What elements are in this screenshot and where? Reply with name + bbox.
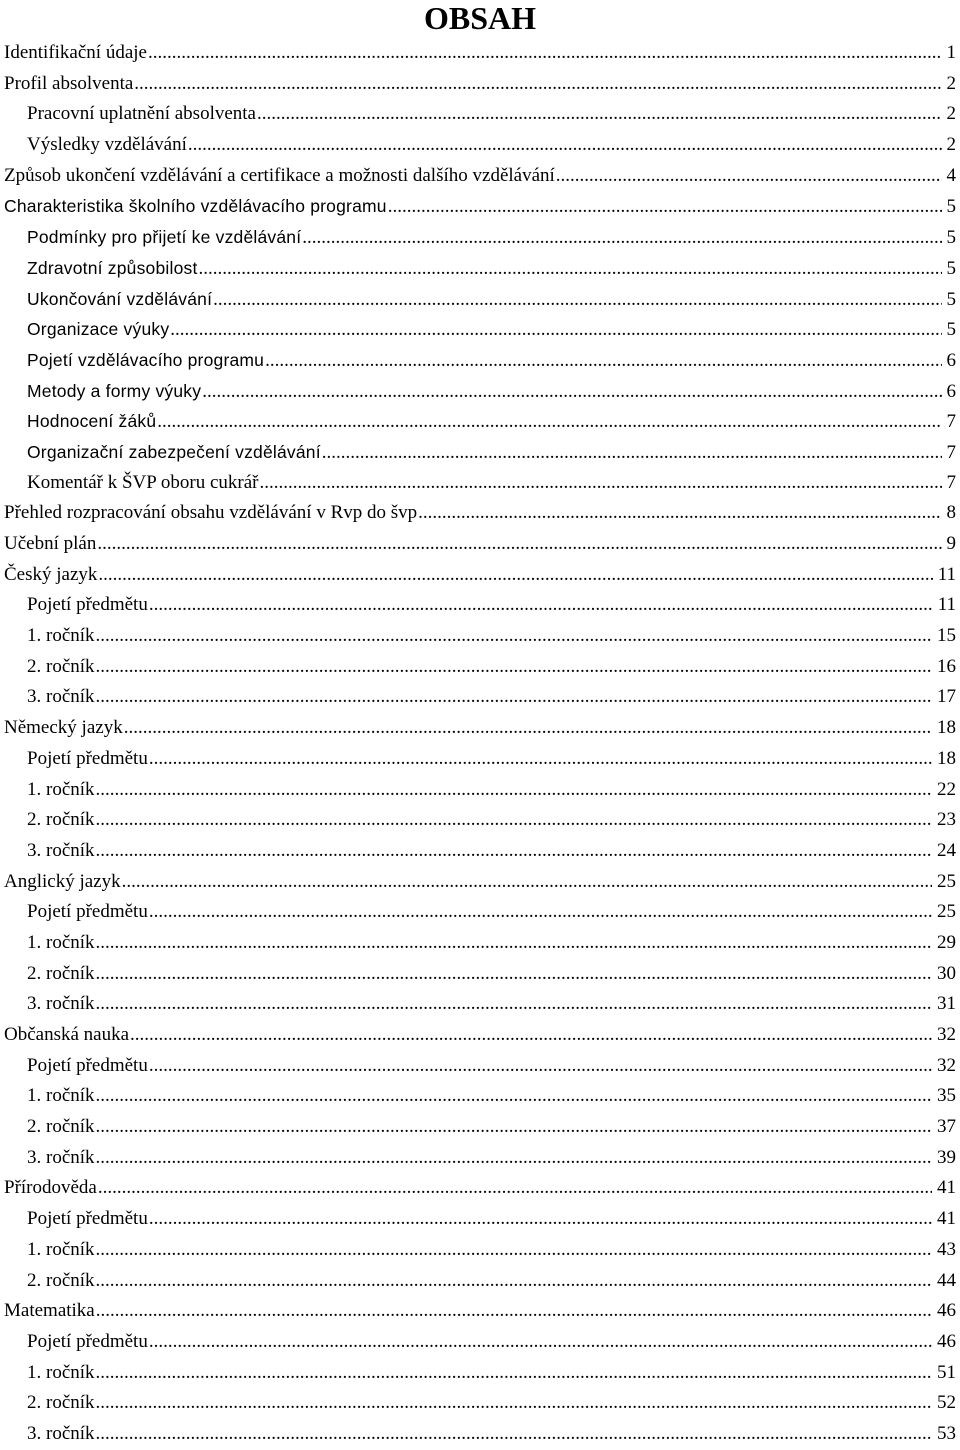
toc-entry-page-number: 1 — [946, 42, 956, 63]
toc-entry-page-number: 8 — [946, 502, 956, 524]
toc-dot-leader — [202, 377, 941, 407]
toc-entry-label: Pojetí předmětu — [27, 1054, 148, 1076]
toc-entry-label: Způsob ukončení vzdělávání a certifikace a možnosti dalšího vzdělávání — [4, 164, 555, 186]
toc-entry[interactable] — [4, 529, 956, 560]
toc-dot-leader — [96, 652, 932, 683]
toc-entry-page-number: 32 — [937, 1054, 956, 1076]
toc-entry-label: Pojetí předmětu — [27, 901, 148, 923]
toc-entry[interactable] — [4, 345, 956, 376]
toc-entry-label: Hodnocení žáků — [27, 411, 157, 432]
toc-entry-page-number: 6 — [946, 349, 956, 371]
toc-entry-label: 2. ročník — [27, 1116, 95, 1138]
toc-dot-leader — [157, 407, 941, 437]
toc-entry[interactable] — [4, 713, 956, 744]
toc-dot-leader — [148, 38, 942, 69]
toc-dot-leader — [98, 1173, 932, 1204]
toc-entry[interactable] — [4, 130, 956, 161]
toc-entry[interactable] — [4, 1266, 956, 1297]
toc-entry-page-number: 32 — [937, 1024, 956, 1045]
toc-entry-label: 3. ročník — [27, 993, 95, 1015]
toc-dot-leader — [170, 315, 941, 345]
toc-entry-page-number: 2 — [946, 72, 956, 94]
toc-dot-leader — [149, 1204, 932, 1235]
toc-entry[interactable] — [4, 928, 956, 959]
toc-entry[interactable] — [4, 621, 956, 652]
toc-entry[interactable] — [4, 376, 956, 407]
toc-entry-page-number: 30 — [937, 962, 956, 984]
toc-entry-label: Český jazyk — [4, 563, 98, 585]
toc-entry-page-number: 23 — [937, 809, 956, 831]
toc-dot-leader — [122, 867, 932, 898]
toc-entry-label: Anglický jazyk — [4, 870, 121, 892]
toc-entry-page-number: 5 — [946, 288, 956, 310]
toc-entry[interactable] — [4, 1051, 956, 1082]
toc-entry[interactable] — [4, 1296, 956, 1327]
toc-dot-leader — [322, 438, 942, 468]
toc-entry[interactable] — [4, 1388, 956, 1419]
toc-entry-page-number: 5 — [946, 227, 956, 249]
toc-entry-label: 1. ročník — [27, 1238, 95, 1260]
toc-entry[interactable] — [4, 590, 956, 621]
toc-entry[interactable] — [4, 1327, 956, 1358]
toc-entry-label: 2. ročník — [27, 809, 95, 831]
toc-entry-page-number: 53 — [937, 1422, 956, 1444]
toc-entry-page-number: 52 — [937, 1392, 956, 1414]
toc-entry-page-number: 35 — [937, 1085, 956, 1107]
toc-entry-page-number: 25 — [937, 870, 956, 892]
toc-entry[interactable] — [4, 836, 956, 867]
toc-dot-leader — [96, 1143, 932, 1174]
toc-entry-page-number: 22 — [937, 778, 956, 800]
toc-dot-leader — [96, 682, 932, 713]
toc-entry[interactable] — [4, 1020, 956, 1051]
toc-dot-leader — [96, 1296, 932, 1327]
toc-entry[interactable] — [4, 897, 956, 928]
toc-dot-leader — [96, 959, 932, 990]
table-of-contents — [4, 38, 956, 1450]
toc-dot-leader — [213, 285, 941, 315]
toc-entry-page-number: 2 — [946, 103, 956, 125]
toc-entry-page-number: 43 — [937, 1238, 956, 1260]
toc-entry[interactable] — [4, 1112, 956, 1143]
toc-dot-leader — [96, 1235, 932, 1266]
toc-entry-page-number: 16 — [937, 655, 956, 677]
toc-dot-leader — [96, 1112, 932, 1143]
toc-dot-leader — [96, 836, 932, 867]
toc-entry-page-number: 9 — [946, 533, 956, 554]
toc-entry-page-number: 11 — [937, 594, 956, 616]
toc-entry-page-number: 5 — [946, 196, 956, 218]
toc-dot-leader — [134, 69, 941, 100]
toc-entry[interactable] — [4, 284, 956, 315]
toc-entry-label: 1. ročník — [27, 1361, 95, 1383]
toc-dot-leader — [149, 744, 932, 775]
toc-entry-label: Organizace výuky — [27, 319, 170, 340]
toc-entry[interactable] — [4, 989, 956, 1020]
toc-entry-page-number: 41 — [937, 1177, 956, 1199]
toc-dot-leader — [418, 498, 941, 529]
toc-dot-leader — [96, 1081, 932, 1112]
toc-entry[interactable] — [4, 652, 956, 683]
toc-entry-label: Identifikační údaje — [4, 42, 147, 63]
toc-dot-leader — [302, 223, 941, 253]
toc-entry[interactable] — [4, 99, 956, 130]
toc-entry-label: Ukončování vzdělávání — [27, 288, 213, 309]
toc-entry[interactable] — [4, 744, 956, 775]
toc-entry-label: Výsledky vzdělávání — [27, 134, 187, 156]
toc-entry-label: Pracovní uplatnění absolventa — [27, 103, 256, 125]
toc-entry-label: Pojetí vzdělávacího programu — [27, 349, 265, 370]
toc-dot-leader — [97, 529, 941, 560]
toc-dot-leader — [98, 560, 932, 591]
toc-dot-leader — [96, 621, 932, 652]
toc-entry-page-number: 2 — [946, 134, 956, 156]
toc-dot-leader — [257, 99, 942, 130]
toc-entry[interactable] — [4, 1235, 956, 1266]
toc-entry[interactable] — [4, 775, 956, 806]
toc-entry[interactable] — [4, 38, 956, 69]
toc-entry[interactable] — [4, 498, 956, 529]
toc-entry-page-number: 46 — [937, 1330, 956, 1352]
toc-dot-leader — [188, 130, 942, 161]
toc-entry-page-number: 37 — [937, 1116, 956, 1138]
toc-entry[interactable] — [4, 1143, 956, 1174]
toc-entry-page-number: 18 — [937, 717, 956, 739]
toc-entry-page-number: 46 — [937, 1300, 956, 1322]
toc-entry-label: Přehled rozpracování obsahu vzdělávání v Rvp do švp — [4, 502, 418, 524]
toc-dot-leader — [199, 254, 942, 284]
toc-dot-leader — [265, 346, 941, 376]
toc-entry-label: 3. ročník — [27, 1146, 95, 1168]
toc-entry-label: Organizační zabezpečení vzdělávání — [27, 441, 321, 462]
toc-entry-page-number: 5 — [946, 257, 956, 279]
toc-dot-leader — [259, 468, 941, 499]
toc-entry[interactable] — [4, 437, 956, 468]
toc-dot-leader — [388, 192, 942, 222]
toc-entry[interactable] — [4, 560, 956, 591]
toc-entry[interactable] — [4, 191, 956, 222]
toc-entry-label: Občanská nauka — [4, 1024, 130, 1045]
toc-entry[interactable] — [4, 682, 956, 713]
toc-entry-label: Německý jazyk — [4, 717, 123, 739]
toc-entry-page-number: 44 — [937, 1269, 956, 1291]
toc-entry-page-number: 18 — [937, 747, 956, 769]
toc-entry[interactable] — [4, 1173, 956, 1204]
toc-entry-page-number: 6 — [946, 380, 956, 402]
toc-entry-page-number: 41 — [937, 1208, 956, 1230]
toc-entry-label: Pojetí předmětu — [27, 747, 148, 769]
toc-entry-label: 2. ročník — [27, 655, 95, 677]
toc-entry-page-number: 5 — [946, 319, 956, 341]
toc-entry-page-number: 51 — [937, 1361, 956, 1383]
toc-entry-page-number: 7 — [946, 411, 956, 433]
toc-entry-page-number: 31 — [937, 993, 956, 1015]
toc-entry[interactable] — [4, 1081, 956, 1112]
toc-dot-leader — [96, 1266, 932, 1297]
toc-entry[interactable] — [4, 222, 956, 253]
toc-entry[interactable] — [4, 1419, 956, 1450]
toc-entry-page-number: 17 — [937, 686, 956, 708]
toc-entry[interactable] — [4, 468, 956, 499]
toc-entry[interactable] — [4, 314, 956, 345]
toc-entry[interactable] — [4, 1358, 956, 1389]
toc-entry-label: 2. ročník — [27, 1392, 95, 1414]
toc-dot-leader — [96, 1388, 932, 1419]
toc-entry-label: 3. ročník — [27, 686, 95, 708]
toc-entry-label: Pojetí předmětu — [27, 1330, 148, 1352]
toc-entry-label: Pojetí předmětu — [27, 1208, 148, 1230]
toc-entry-page-number: 15 — [937, 625, 956, 647]
toc-entry[interactable] — [4, 1204, 956, 1235]
toc-entry[interactable] — [4, 69, 956, 100]
toc-entry-label: 1. ročník — [27, 1085, 95, 1107]
toc-entry[interactable] — [4, 253, 956, 284]
toc-entry-page-number: 39 — [937, 1146, 956, 1168]
toc-entry[interactable] — [4, 161, 956, 192]
toc-entry-page-number: 11 — [937, 563, 956, 585]
toc-dot-leader — [149, 897, 932, 928]
toc-dot-leader — [556, 161, 942, 192]
toc-entry-label: Metody a formy výuky — [27, 380, 202, 401]
page-title: OBSAH — [423, 0, 537, 36]
toc-entry-page-number: 7 — [946, 471, 956, 493]
toc-dot-leader — [96, 775, 932, 806]
toc-dot-leader — [96, 989, 932, 1020]
toc-dot-leader — [96, 805, 932, 836]
toc-dot-leader — [149, 590, 933, 621]
toc-entry-label: 2. ročník — [27, 1269, 95, 1291]
toc-dot-leader — [149, 1051, 932, 1082]
toc-entry-label: Matematika — [4, 1300, 95, 1322]
toc-entry-label: Charakteristika školního vzdělávacího programu — [4, 196, 387, 217]
toc-entry[interactable] — [4, 406, 956, 437]
toc-dot-leader — [96, 928, 932, 959]
toc-entry[interactable] — [4, 805, 956, 836]
toc-entry-label: Profil absolventa — [4, 72, 134, 94]
toc-entry-label: Učební plán — [4, 533, 97, 554]
toc-entry-label: Pojetí předmětu — [27, 594, 148, 616]
toc-dot-leader — [124, 713, 932, 744]
toc-dot-leader — [96, 1419, 932, 1450]
toc-dot-leader — [130, 1020, 932, 1051]
toc-entry-label: Komentář k ŠVP oboru cukrář — [27, 471, 259, 493]
toc-entry-label: Zdravotní způsobilost — [27, 257, 198, 278]
toc-entry[interactable] — [4, 867, 956, 898]
toc-entry-label: 3. ročník — [27, 1422, 95, 1444]
toc-entry-label: 1. ročník — [27, 625, 95, 647]
toc-dot-leader — [96, 1358, 932, 1389]
toc-entry-page-number: 25 — [937, 901, 956, 923]
toc-entry-label: 1. ročník — [27, 931, 95, 953]
toc-entry-page-number: 4 — [946, 164, 956, 186]
toc-entry-label: Podmínky pro přijetí ke vzdělávání — [27, 227, 302, 248]
toc-entry-page-number: 29 — [937, 931, 956, 953]
toc-entry-label: 1. ročník — [27, 778, 95, 800]
toc-entry-label: 2. ročník — [27, 962, 95, 984]
toc-entry[interactable] — [4, 959, 956, 990]
toc-entry-label: 3. ročník — [27, 839, 95, 861]
toc-entry-page-number: 24 — [937, 839, 956, 861]
toc-entry-label: Přírodověda — [4, 1177, 97, 1199]
toc-entry-page-number: 7 — [946, 441, 956, 463]
toc-dot-leader — [149, 1327, 932, 1358]
